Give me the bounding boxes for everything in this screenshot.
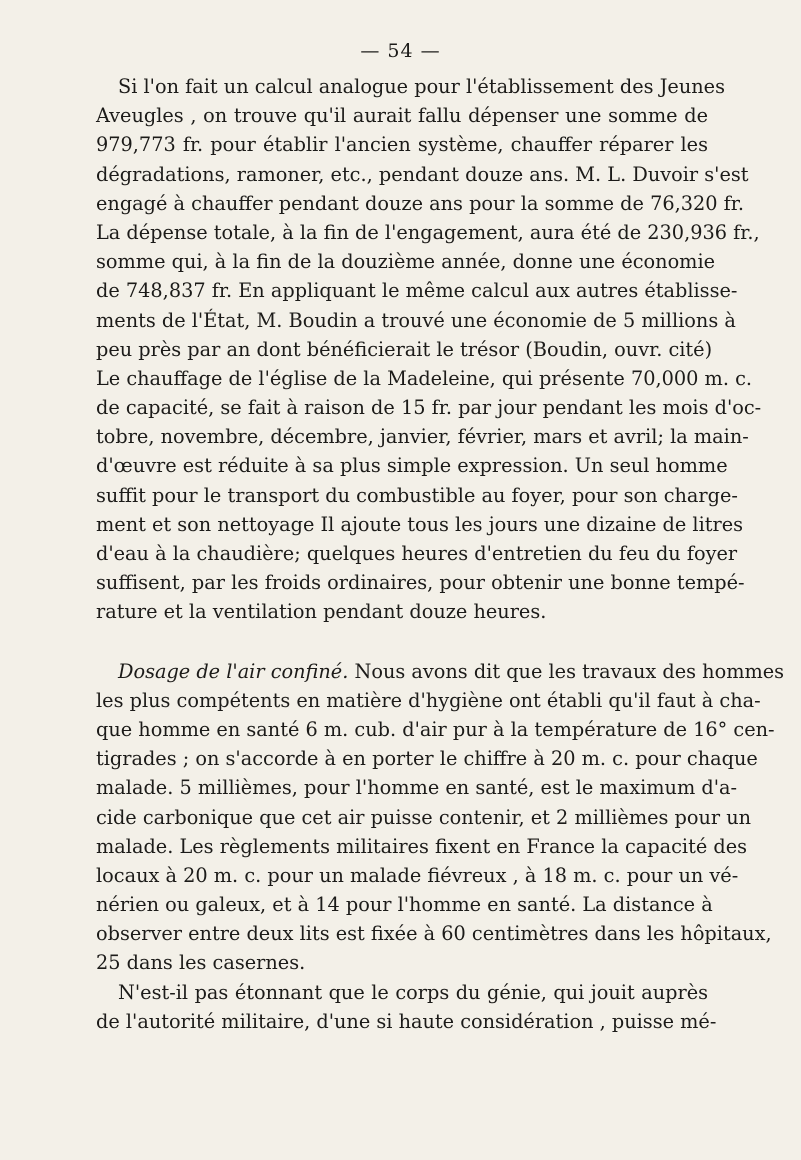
text-line: nérien ou galeux, et à 14 pour l'homme en santé. La distance à [96,893,713,917]
text-line: Aveugles , on trouve qu'il aurait fallu dépenser une somme de [96,104,708,128]
text-line: les plus compétents en matière d'hygiène ont établi qu'il faut à cha- [96,688,761,712]
text-line: que homme en santé 6 m. cub. d'air pur à la température de 16° cen- [96,717,775,741]
text-line: ment et son nettoyage Il ajoute tous les jours une dizaine de litres [96,512,744,536]
text-line: somme qui, à la fin de la douzième année, donne une économie [96,250,716,274]
text-line: peu près par an dont bénéficierait le trésor (Boudin, ouvr. cité) [96,337,713,361]
text-line: malade. Les règlements militaires fixent en France la capacité des [96,834,748,858]
text-line-rest: Nous avons dit que les travaux des hommes [348,659,785,683]
text-line: de l'autorité militaire, d'une si haute considération , puisse mé- [96,1009,717,1033]
text-line: cide carbonique que cet air puisse contenir, et 2 millièmes pour un [96,805,752,829]
text-line: 25 dans les casernes. [96,951,306,975]
text-line: malade. 5 millièmes, pour l'homme en santé, est le maximum d'a- [96,776,738,800]
text-line [96,657,785,686]
text-line: suffisent, par les froids ordinaires, pour obtenir une bonne tempé- [96,571,745,595]
text-line: 979,773 fr. pour établir l'ancien système, chauffer réparer les [96,133,708,157]
text-line: de capacité, se fait à raison de 15 fr. par jour pendant les mois d'oc- [96,396,762,420]
text-line: La dépense totale, à la fin de l'engagement, aura été de 230,936 fr., [96,220,760,244]
paragraph-gap [96,627,708,657]
paragraph-3 [96,978,717,1036]
paragraph-1 [96,72,762,627]
page-number: — 54 — [360,40,441,62]
text-line: de 748,837 fr. En appliquant le même calcul aux autres établisse- [96,279,738,303]
paragraph-2 [96,657,785,978]
text-line: tobre, novembre, décembre, janvier, février, mars et avril; la main- [96,425,749,449]
text-line: tigrades ; on s'accorde à en porter le chiffre à 20 m. c. pour chaque [96,747,758,771]
section-heading: Dosage de l'air confiné. [118,659,349,683]
text-line: suffit pour le transport du combustible au foyer, pour son charge- [96,483,738,507]
text-line: observer entre deux lits est fixée à 60 centimètres dans les hôpitaux, [96,922,772,946]
text-line: Le chauffage de l'église de la Madeleine, qui présente 70,000 m. c. [96,366,753,390]
text-line: d'eau à la chaudière; quelques heures d'entretien du feu du foyer [96,542,738,565]
text-line: engagé à chauffer pendant douze ans pour la somme de 76,320 fr. [96,191,745,215]
text-line: rature et la ventilation pendant douze heures. [96,600,547,624]
text-line: Si l'on fait un calcul analogue pour l'établissement des Jeunes [118,75,725,98]
text-line: N'est-il pas étonnant que le corps du génie, qui jouit auprès [118,980,708,1004]
text-line: d'œuvre est réduite à sa plus simple expression. Un seul homme [96,454,728,478]
body-text [96,72,785,1036]
text-line: dégradations, ramoner, etc., pendant douze ans. M. L. Duvoir s'est [96,162,749,186]
text-line: locaux à 20 m. c. pour un malade fiévreux , à 18 m. c. pour un vé- [96,863,739,887]
text-line: ments de l'État, M. Boudin a trouvé une économie de 5 millions à [96,308,736,332]
